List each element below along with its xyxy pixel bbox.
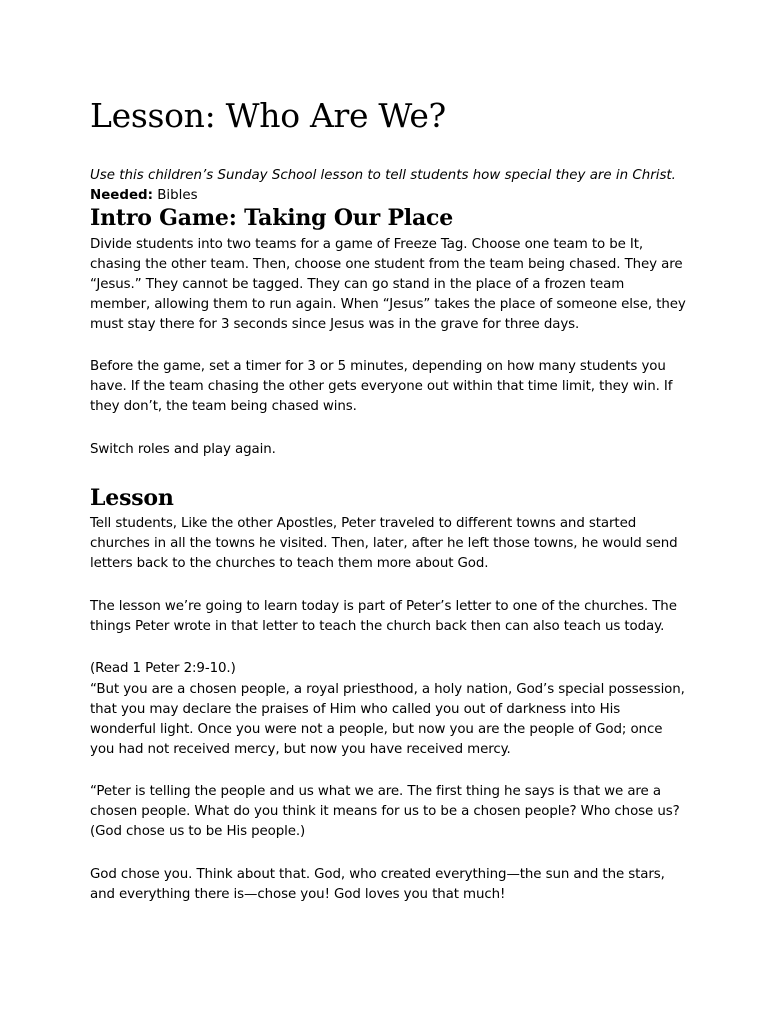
section-heading-lesson: Lesson xyxy=(90,485,174,511)
paragraph: “Peter is telling the people and us what we are. The first thing he says is that we are a chosen people. What do you think it means for us to be a chosen people? Who chose us? (God chose us to be His people.) xyxy=(90,784,680,839)
scripture-quote: “But you are a chosen people, a royal priesthood, a holy nation, God’s special possession, that you may declare the praises of Him who called you out of darkness into His wonderful light. Once you were not a people, but now you are the people of God; once you had not received mercy, but now you have received mercy. xyxy=(90,682,685,757)
page-title: Lesson: Who Are We? xyxy=(90,96,446,135)
needed-label: Needed: xyxy=(90,188,153,203)
paragraph: Divide students into two teams for a game of Freeze Tag. Choose one team to be It, chasing the other team. Then, choose one student from the team being chased. They are “Jesus.” They cannot be tagged. They can go stand in the place of a frozen team member, allowing them to run again. When “Jesus” takes the place of someone else, they must stay there for 3 seconds since Jesus was in the grave for three days. xyxy=(90,237,686,332)
paragraph: Tell students, Like the other Apostles, Peter traveled to different towns and started churches in all the towns he visited. Then, later, after he left those towns, he would send letters back to the churches to teach them more about God. xyxy=(90,516,678,571)
scripture-reference: (Read 1 Peter 2:9-10.) xyxy=(90,661,236,676)
section-heading-intro-game: Intro Game: Taking Our Place xyxy=(90,205,453,231)
needed-value: Bibles xyxy=(152,188,198,203)
paragraph: Before the game, set a timer for 3 or 5 minutes, depending on how many students you have. If the team chasing the other gets everyone out within that time limit, they win. If they don’t, the team being chased wins. xyxy=(90,359,673,414)
lesson-subtitle: Use this children’s Sunday School lesson to tell students how special they are in Christ. xyxy=(90,168,676,183)
paragraph: God chose you. Think about that. God, who created everything—the sun and the stars, and everything there is—chose you! God loves you that much! xyxy=(90,867,665,902)
intro-block xyxy=(90,166,690,206)
paragraph: Switch roles and play again. xyxy=(90,442,276,457)
paragraph: The lesson we’re going to learn today is part of Peter’s letter to one of the churches. The things Peter wrote in that letter to teach the church back then can also teach us today. xyxy=(90,599,677,634)
